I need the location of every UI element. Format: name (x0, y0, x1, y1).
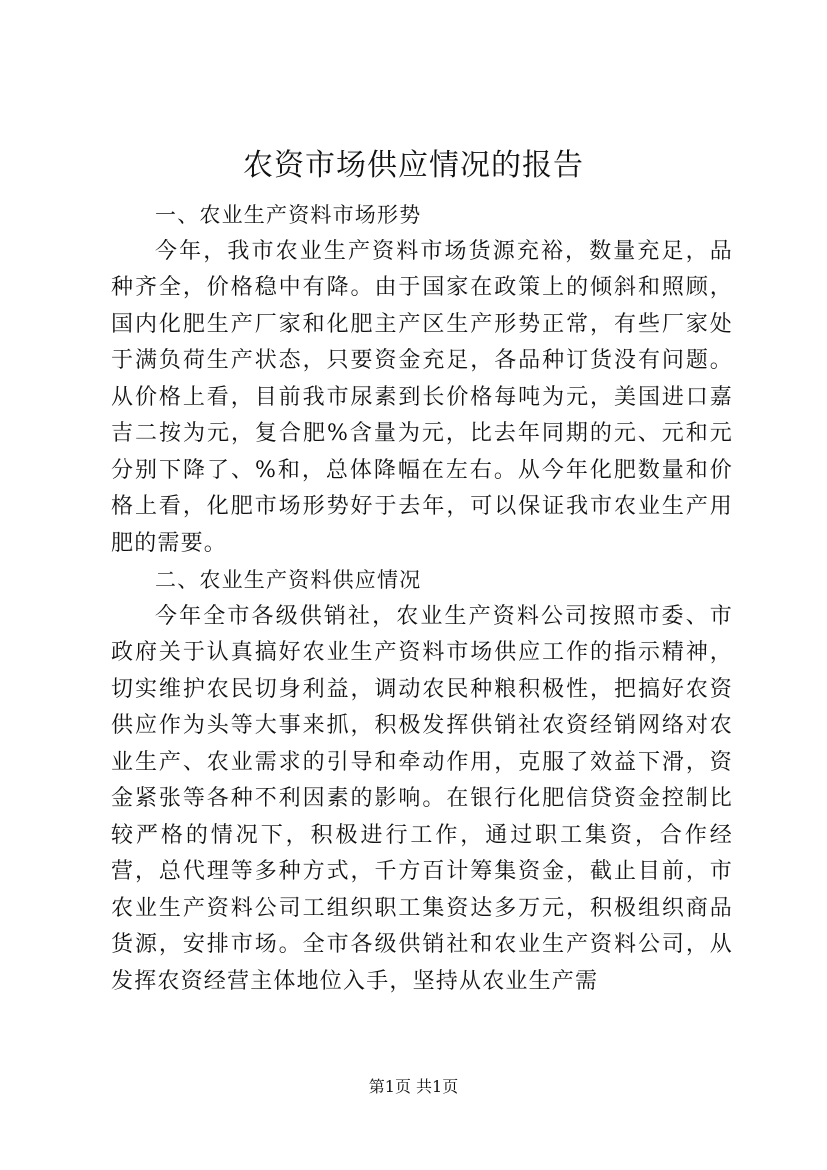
section-heading-1: 一、农业生产资料市场形势 (155, 203, 422, 227)
document-body (111, 197, 733, 1000)
section-paragraph-2: 今年全市各级供销社，农业生产资料公司按照市委、市政府关于认真搞好农业生产资料市场供应工作的指示精神，切实维护农民切身利益，调动农民种粮积极性，把搞好农资供应作为头等大事来抓，积极发挥供销社农资经销网络对农业生产、农业需求的引导和牵动作用，克服了效益下滑，资金紧张等各种不利因素的影响。在银行化肥信贷资金控制比较严格的情况下，积极进行工作，通过职工集资，合作经营，总代理等多种方式，千方百计筹集资金，截止目前，市农业生产资料公司工组织职工集资达多万元，积极组织商品货源，安排市场。全市各级供销社和农业生产资料公司，从发挥农资经营主体地位入手，坚持从农业生产需 (111, 603, 733, 994)
page-title: 农资市场供应情况的报告 (243, 148, 584, 183)
page-footer: 第1页 共1页 (368, 1077, 459, 1096)
section-heading-2: 二、农业生产资料供应情况 (155, 568, 422, 592)
section-paragraph-1: 今年，我市农业生产资料市场货源充裕，数量充足，品种齐全，价格稳中有降。由于国家在政策上的倾斜和照顾，国内化肥生产厂家和化肥主产区生产形势正常，有些厂家处于满负荷生产状态，只要资金充足，各品种订货没有问题。从价格上看，目前我市尿素到长价格每吨为元，美国进口嘉吉二按为元，复合肥%含量为元，比去年同期的元、元和元分别下降了、%和，总体降幅在左右。从今年化肥数量和价格上看，化肥市场形势好于去年，可以保证我市农业生产用肥的需要。 (111, 238, 733, 556)
